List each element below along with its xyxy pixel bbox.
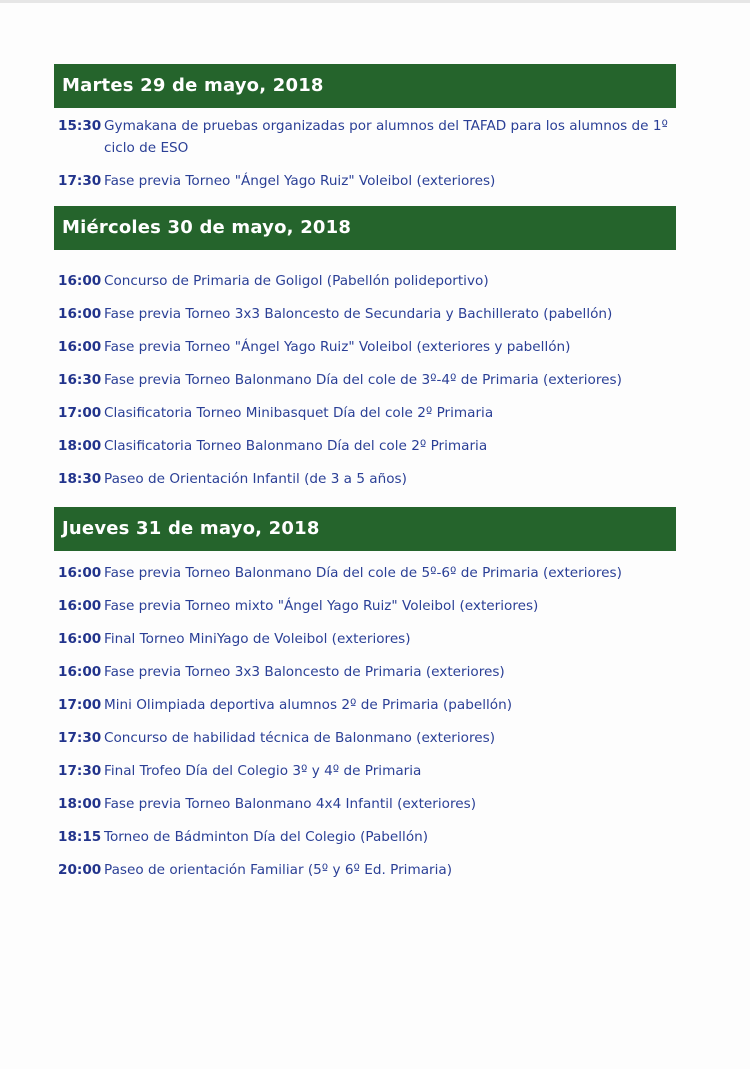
- event-description: Clasificatoria Torneo Minibasquet Día del cole 2º Primaria: [104, 405, 494, 421]
- event-description: Fase previa Torneo Balonmano Día del cole de 5º-6º de Primaria (exteriores): [104, 565, 622, 581]
- event-time: 20:00: [58, 862, 102, 878]
- event-item: [54, 859, 676, 881]
- event-description: Mini Olimpiada deportiva alumnos 2º de Primaria (pabellón): [104, 697, 513, 713]
- event-description: Paseo de orientación Familiar (5º y 6º Ed. Primaria): [104, 862, 453, 878]
- event-description: Clasificatoria Torneo Balonmano Día del cole 2º Primaria: [104, 438, 488, 454]
- event-item: [54, 369, 676, 391]
- event-description: Fase previa Torneo "Ángel Yago Ruiz" Voleibol (exteriores): [104, 173, 496, 189]
- event-description: Concurso de habilidad técnica de Balonmano (exteriores): [104, 730, 496, 746]
- event-item: [54, 303, 676, 325]
- event-description: Torneo de Bádminton Día del Colegio (Pabellón): [104, 829, 429, 845]
- event-description: Final Torneo MiniYago de Voleibol (exteriores): [104, 631, 411, 647]
- event-description: Fase previa Torneo mixto "Ángel Yago Ruiz" Voleibol (exteriores): [104, 598, 539, 614]
- event-item: [54, 694, 676, 716]
- event-description: Paseo de Orientación Infantil (de 3 a 5 años): [104, 471, 407, 487]
- day-section-jueves: [54, 507, 676, 881]
- event-description: Final Trofeo Día del Colegio 3º y 4º de Primaria: [104, 763, 422, 779]
- event-time: 18:00: [58, 796, 102, 812]
- event-time: 16:00: [58, 339, 102, 355]
- event-time: 18:30: [58, 471, 102, 487]
- event-description: Gymakana de pruebas organizadas por alumnos del TAFAD para los alumnos de 1º ciclo de ESO: [104, 118, 668, 156]
- event-item: [54, 468, 676, 490]
- event-time: 18:00: [58, 438, 102, 454]
- event-time: 16:00: [58, 565, 102, 581]
- event-list: [54, 562, 676, 881]
- event-item: [54, 727, 676, 749]
- event-time: 16:30: [58, 372, 102, 388]
- day-section-miercoles: [54, 206, 676, 490]
- event-list: [54, 115, 676, 192]
- event-time: 17:30: [58, 730, 102, 746]
- event-description: Fase previa Torneo 3x3 Baloncesto de Primaria (exteriores): [104, 664, 505, 680]
- event-item: [54, 760, 676, 782]
- page-top-border: [0, 0, 750, 3]
- event-time: 17:00: [58, 405, 102, 421]
- event-time: 15:30: [58, 118, 102, 134]
- event-time: 16:00: [58, 306, 102, 322]
- event-item: [54, 826, 676, 848]
- day-header: Miércoles 30 de mayo, 2018: [54, 206, 676, 250]
- event-time: 17:30: [58, 173, 102, 189]
- event-time: 18:15: [58, 829, 102, 845]
- event-item: [54, 562, 676, 584]
- event-item: [54, 170, 676, 192]
- event-time: 16:00: [58, 664, 102, 680]
- event-description: Fase previa Torneo "Ángel Yago Ruiz" Voleibol (exteriores y pabellón): [104, 339, 571, 355]
- event-description: Concurso de Primaria de Goligol (Pabellón polideportivo): [104, 273, 489, 289]
- event-description: Fase previa Torneo Balonmano Día del cole de 3º-4º de Primaria (exteriores): [104, 372, 622, 388]
- event-description: Fase previa Torneo 3x3 Baloncesto de Secundaria y Bachillerato (pabellón): [104, 306, 613, 322]
- event-item: [54, 595, 676, 617]
- event-list: [54, 270, 676, 490]
- event-time: 16:00: [58, 631, 102, 647]
- event-item: [54, 402, 676, 424]
- day-header: Jueves 31 de mayo, 2018: [54, 507, 676, 551]
- event-time: 17:00: [58, 697, 102, 713]
- event-description: Fase previa Torneo Balonmano 4x4 Infantil (exteriores): [104, 796, 477, 812]
- day-header: Martes 29 de mayo, 2018: [54, 64, 676, 108]
- event-item: [54, 793, 676, 815]
- event-time: 16:00: [58, 273, 102, 289]
- event-item: [54, 628, 676, 650]
- event-item: [54, 270, 676, 292]
- event-time: 17:30: [58, 763, 102, 779]
- event-item: [54, 661, 676, 683]
- schedule-document: [54, 64, 676, 892]
- day-section-martes: [54, 64, 676, 192]
- event-item: [54, 435, 676, 457]
- event-item: [54, 115, 676, 159]
- event-time: 16:00: [58, 598, 102, 614]
- event-item: [54, 336, 676, 358]
